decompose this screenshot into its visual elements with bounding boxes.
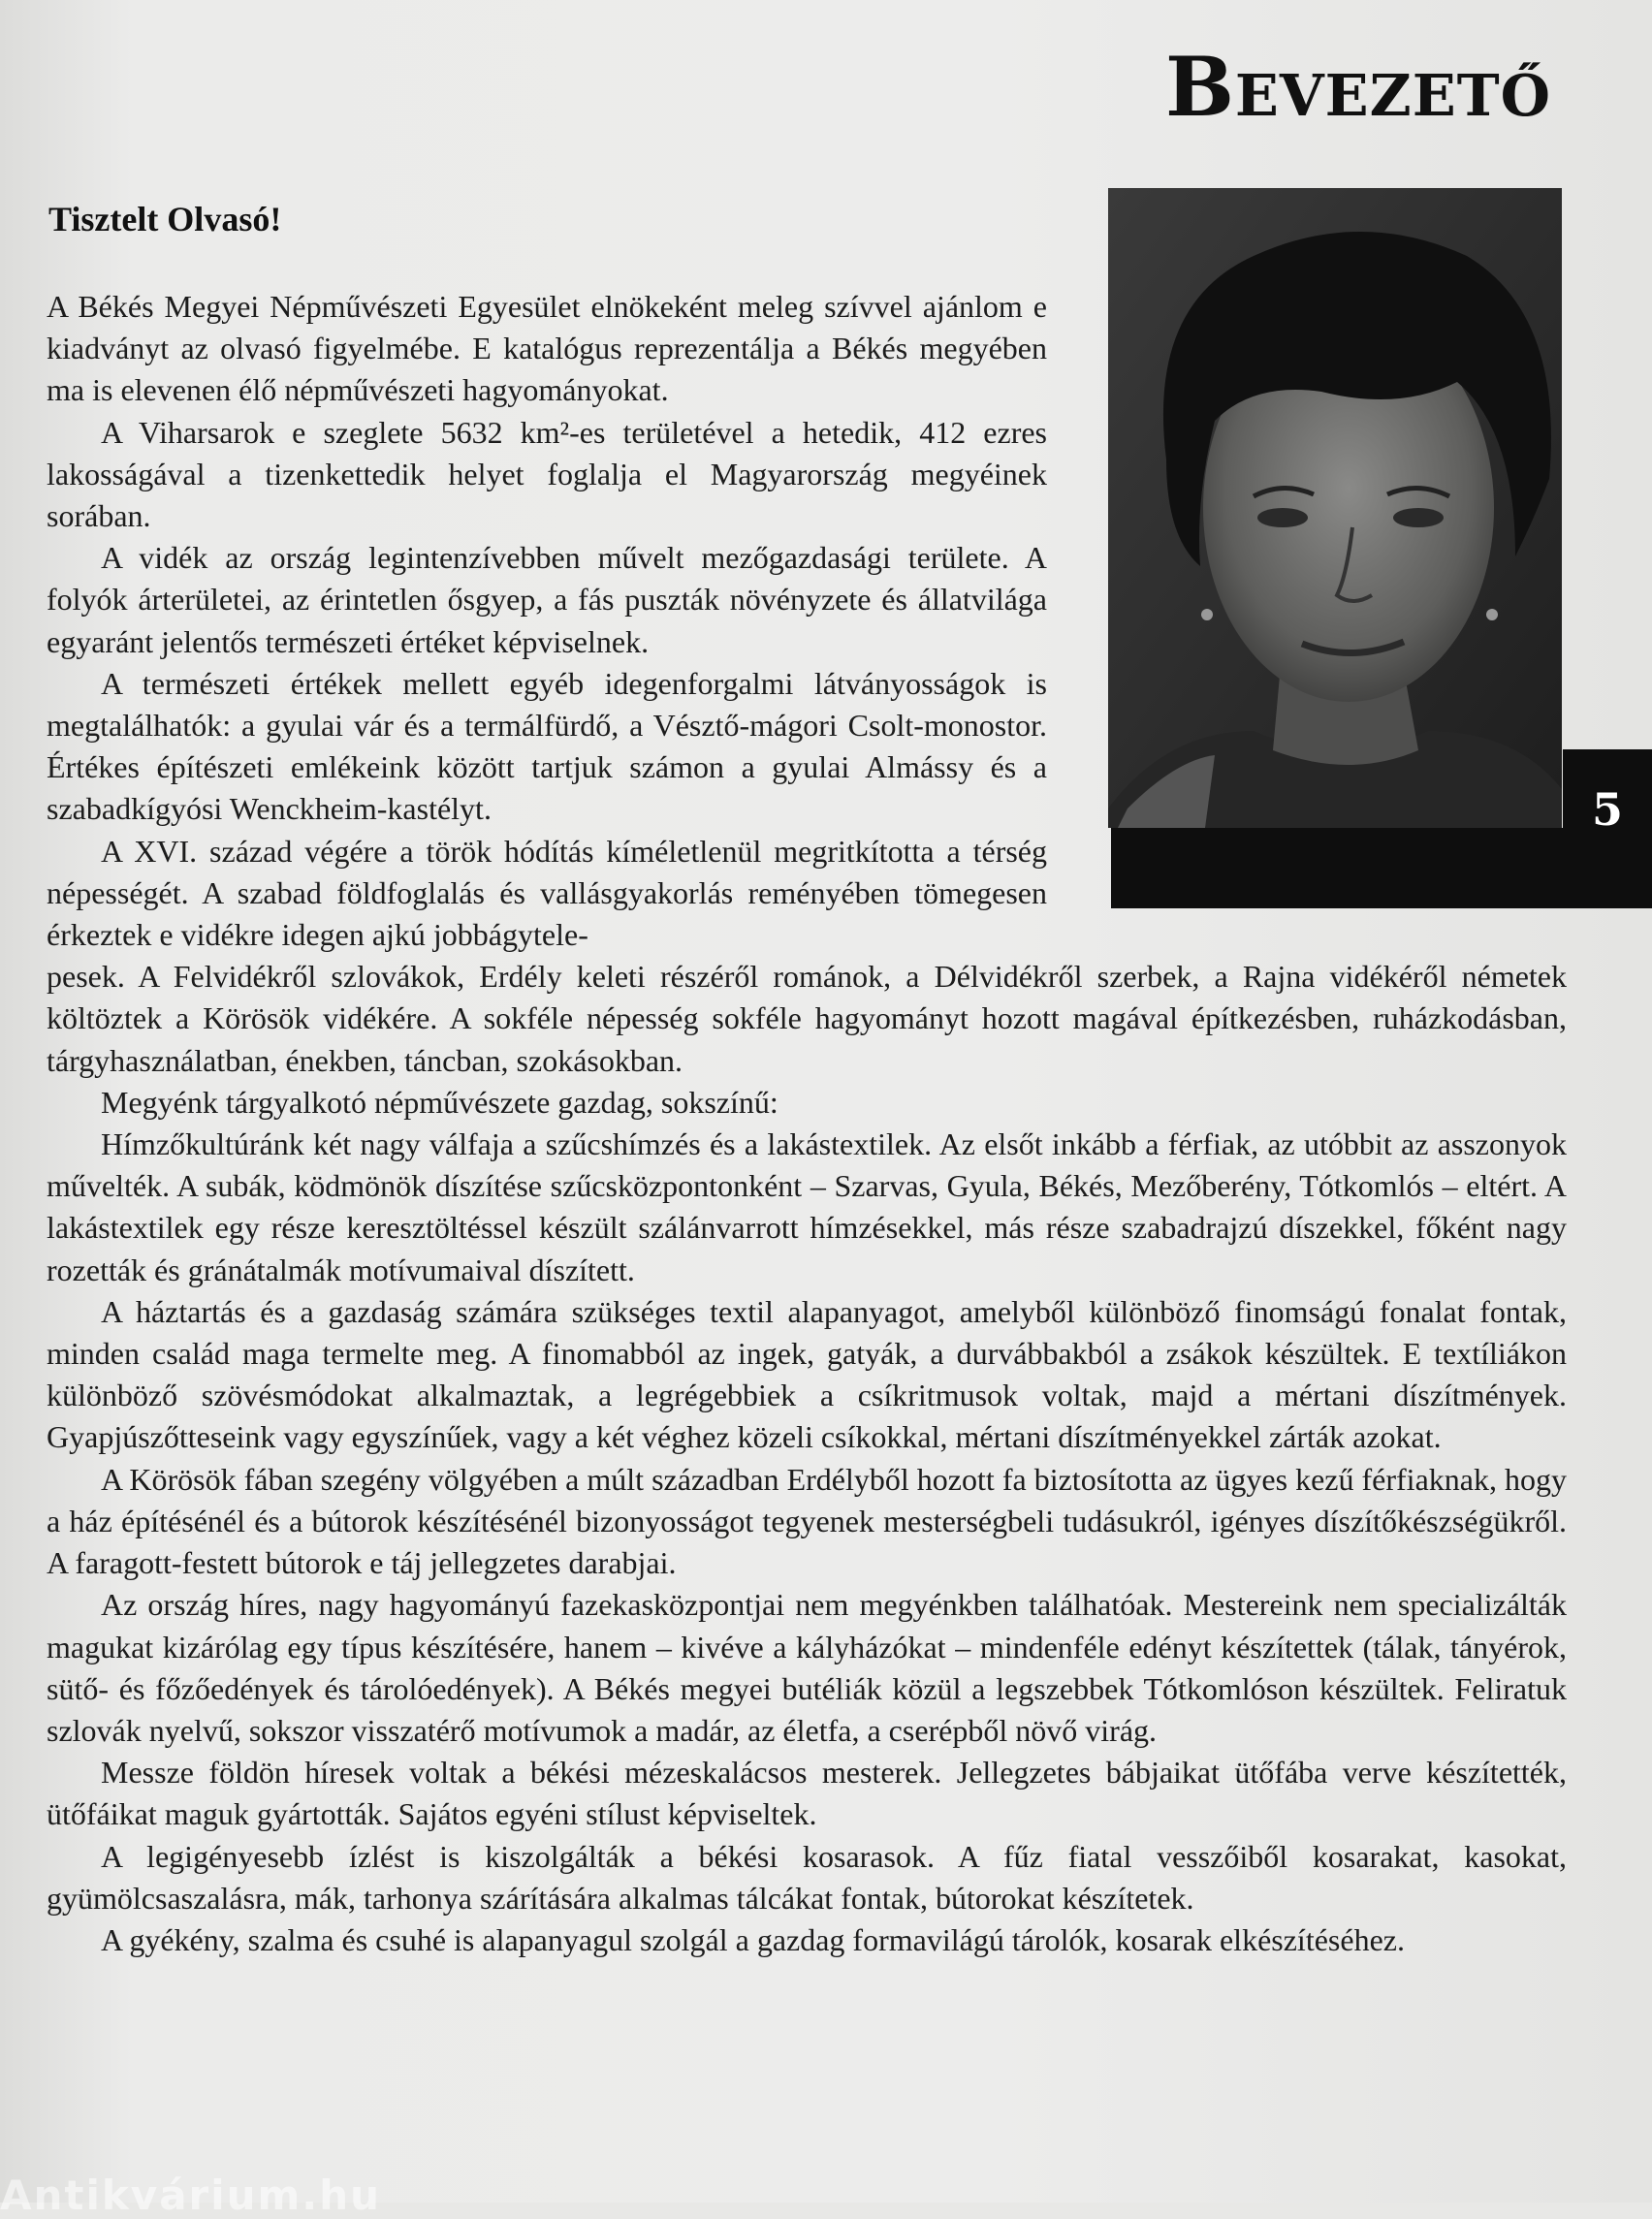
- paragraph: Az ország híres, nagy hagyományú fazekasközpontjai nem megyénkben találhatóak. Mestereink nem specializálták magukat kizárólag egy típus készítésére, hanem – kivéve a kályházókat – mindenféle edényt készítettek (tálak, tányérok, sütő- és főzőedények és tárolóedények). A Békés megyei butéliák közül a legszebbek Tótkomlóson készültek. Feliratuk szlovák nyelvű, sokszor visszatérő motívumok a madár, az életfa, a cserépből növő virág.: [47, 1587, 1567, 1748]
- paragraph: A háztartás és a gazdaság számára szükséges textil alapanyagot, amelyből különböző finomságú fonalat fontak, minden család maga termelte meg. A finomabból az ingek, gatyák, a durvábbakból a zsákok készültek. E textíliákon különböző szövésmódokat alkalmaztak, a legrégebbiek a csíkritmusok voltak, majd a mértani díszítmények. Gyapjúszőtteseink vagy egyszínűek, vagy a két véghez közeli csíkokkal, mértani díszítményekkel zárták azokat.: [47, 1293, 1567, 1455]
- narrow-column: [47, 286, 1047, 956]
- paragraph: A Békés Megyei Népművészeti Egyesület elnökeként meleg szívvel ajánlom e kiadványt az olvasó figyelmébe. E katalógus reprezentálja a Békés megyében ma is elevenen élő népművészeti hagyományokat.: [47, 289, 1047, 408]
- paragraph: Megyénk tárgyalkotó népművészete gazdag, sokszínű:: [101, 1084, 778, 1120]
- paragraph: A legigényesebb ízlést is kiszolgálták a békési kosarasok. A fűz fiatal vesszőiből kosarakat, kasokat, gyümölcsaszalásra, mák, tarhonya szárítására alkalmas tálcákat fontak, bútorokat készítetek.: [47, 1838, 1567, 1916]
- body-text: [47, 286, 1567, 1961]
- paragraph: A Körösök fában szegény völgyében a múlt században Erdélyből hozott fa biztosította az ügyes kezű férfiaknak, hogy a ház építésénél és a bútorok készítésénél bizonyosságot tegyenek mesterségbeli tudásukról, igényes díszítőkészségükről. A faragott-festett bútorok e táj jellegzetes darabjai.: [47, 1461, 1567, 1581]
- paragraph: Messze földön híresek voltak a békési mézeskalácsos mesterek. Jellegzetes bábjaikat ütőfába verve készítették, ütőfáikat maguk gyártották. Sajátos egyéni stílust képviseltek.: [47, 1755, 1567, 1832]
- paragraph: Hímzőkultúránk két nagy válfaja a szűcshímzés és a lakástextilek. Az elsőt inkább a férfiak, az utóbbit az asszonyok művelték. A subák, ködmönök díszítése szűcsközpontonként – Szarvas, Gyula, Békés, Mezőberény, Tótkomlós – eltért. A lakástextilek egy része keresztöltéssel készült szálánvarrott hímzésekkel, más része szabadrajzú díszekkel, főként nagy rozetták és gránátalmák motívumaival díszített.: [47, 1126, 1567, 1287]
- paragraph: A XVI. század végére a török hódítás kíméletlenül megritkította a térség népességét. A szabad földfoglalás és vallásgyakorlás reményében tömegesen érkeztek e vidékre idegen ajkú jobbágytele-: [47, 833, 1047, 953]
- paragraph-continuation: pesek. A Felvidékről szlovákok, Erdély keleti részéről románok, a Délvidékről szerbek, a Rajna vidékéről németek költöztek a Körösök vidékére. A sokféle népesség sokféle hagyományt hozott magával építkezésben, ruházkodásban, tárgyhasználatban, énekben, táncban, szokásokban.: [47, 959, 1567, 1078]
- page-title: Bevezető: [1164, 39, 1551, 135]
- page-number: 5: [1591, 783, 1623, 836]
- paragraph: A gyékény, szalma és csuhé is alapanyagul szolgál a gazdag formavilágú tárolók, kosarak elkészítéséhez.: [101, 1921, 1405, 1957]
- paragraph: A vidék az ország legintenzívebben művelt mezőgazdasági területe. A folyók árterületei, az érintetlen ősgyep, a fás puszták növényzete és állatvilága egyaránt jelentős természeti értéket képviselnek.: [47, 540, 1047, 659]
- watermark: Antikvárium.hu: [0, 2171, 382, 2219]
- greeting-heading: Tisztelt Olvasó!: [48, 200, 282, 238]
- paragraph: A Viharsarok e szeglete 5632 km²-es területével a hetedik, 412 ezres lakosságával a tizenkettedik helyet foglalja el Magyarország megyéinek sorában.: [47, 414, 1047, 534]
- paragraph: A természeti értékek mellett egyéb idegenforgalmi látványosságok is megtalálhatók: a gyulai vár és a termálfürdő, a Vésztő-mágori Csolt-monostor. Értékes építészeti emlékeink között tartjuk számon a gyulai Almássy és a szabadkígyósi Wenckheim-kastélyt.: [47, 665, 1047, 827]
